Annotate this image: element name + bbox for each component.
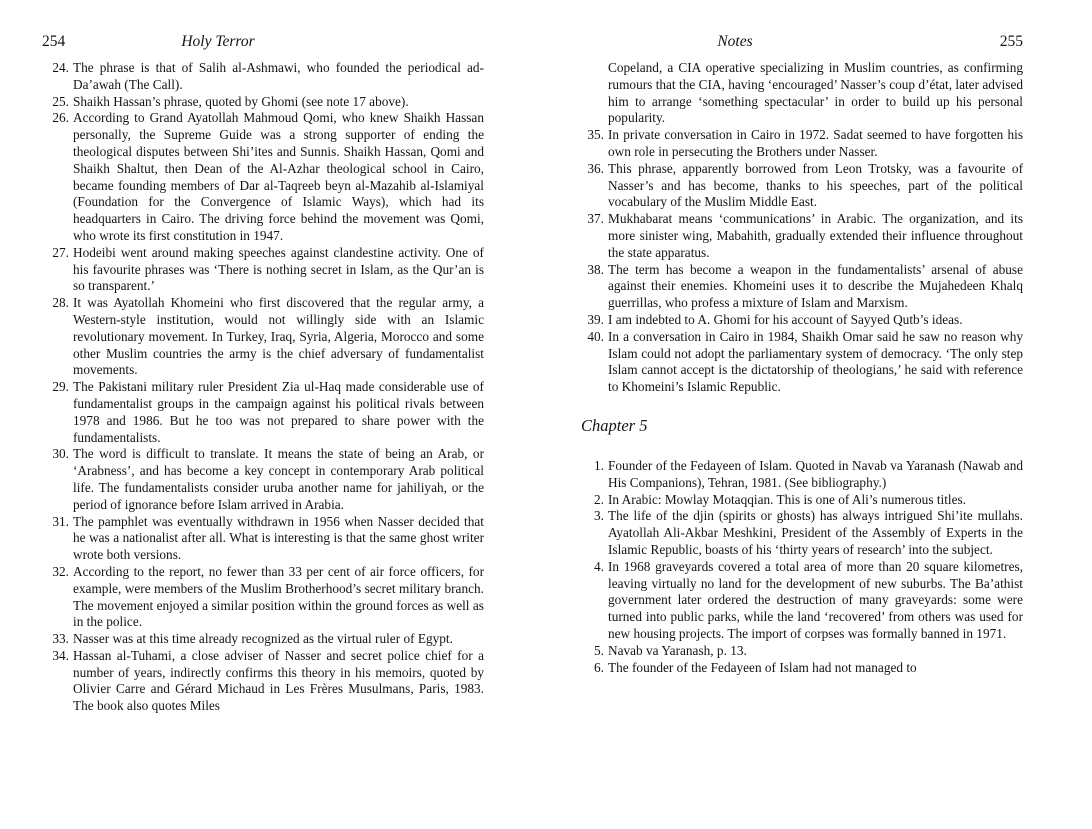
note-item: [42, 60, 484, 94]
note-item: [577, 329, 1023, 396]
note-number: 34.: [52, 647, 69, 663]
note-item: [42, 379, 484, 446]
note-text: According to the report, no fewer than 33 per cent of air force officers, for example, were members of the Muslim Brotherhood’s secret military branch. The movement enjoyed a similar position within the ground forces as well as in the police.: [73, 563, 484, 630]
chapter-heading: Chapter 5: [581, 415, 648, 435]
note-number: 2.: [594, 491, 604, 507]
note-text: The pamphlet was eventually withdrawn in 1956 when Nasser decided that he was a nationalist after all. What is interesting is that the same ghost writer wrote both versions.: [73, 513, 484, 563]
note-item: [577, 660, 1023, 677]
note-text: The phrase is that of Salih al-Ashmawi, who founded the periodical ad-Da’awah (The Call).: [73, 60, 484, 92]
right-running-head: Notes: [717, 33, 753, 50]
note-item: [577, 643, 1023, 660]
note-number: 24.: [52, 60, 69, 75]
note-item: [42, 564, 484, 631]
note-number: 25.: [52, 93, 69, 109]
note-text: Nasser was at this time already recognized as the virtual ruler of Egypt.: [73, 631, 453, 647]
note-number: 26.: [52, 110, 69, 126]
note-number: 28.: [52, 295, 69, 311]
left-page-number: 254: [42, 33, 66, 50]
note-item: [42, 110, 484, 244]
note-item: [42, 514, 484, 564]
note-item: [42, 648, 484, 715]
note-text: The word is difficult to translate. It means the state of being an Arab, or ‘Arabness’, and has become a key concept in contemporary Arab political life. The fundamentalists consider uruba another name for jahiliyah, or the period of ignorance before Islam arrived in Arabia.: [73, 446, 484, 512]
note-item: [42, 631, 484, 648]
note-number: 30.: [52, 446, 69, 462]
note-item: [577, 458, 1023, 492]
note-number: 37.: [587, 211, 604, 227]
note-item: [42, 245, 484, 295]
note-text: This phrase, apparently borrowed from Leon Trotsky, was a favourite of Nasser’s and has become, thanks to his speeches, part of the political vocabulary of the Muslim Middle East.: [608, 160, 1023, 210]
note-number: 40.: [587, 328, 604, 344]
note-item: [577, 492, 1023, 509]
note-text: Navab va Yaranash, p. 13.: [608, 642, 747, 658]
chapter-notes-list: [577, 458, 1023, 676]
note-text: The founder of the Fedayeen of Islam had not managed to: [608, 659, 917, 675]
right-notes-list: [577, 127, 1023, 396]
note-number: 39.: [587, 311, 604, 327]
note-text: In 1968 graveyards covered a total area of more than 20 square kilometres, leaving virtually no land for the development of new suburbs. The Ba’athist government later ordered the destruction of many graveyards: some were turned into public parks, while the land ‘recovered’ from others was used for new housing projects. The import of corpses was formally banned in 1971.: [608, 558, 1023, 641]
note-number: 6.: [594, 659, 604, 675]
note-number: 32.: [52, 563, 69, 579]
left-page-header: [42, 33, 484, 55]
note-item: [577, 262, 1023, 312]
note-text: Founder of the Fedayeen of Islam. Quoted in Navab va Yaranash (Nawab and His Companions), Tehran, 1981. (See bibliography.): [608, 457, 1023, 490]
note-item: [42, 94, 484, 111]
note-item: [577, 211, 1023, 261]
note-number: 5.: [594, 642, 604, 658]
note-number: 35.: [587, 127, 604, 143]
note-text: In private conversation in Cairo in 1972. Sadat seemed to have forgotten his own role in persecuting the Brothers under Nasser.: [608, 127, 1023, 159]
note-item: [42, 446, 484, 513]
right-page-number: 255: [999, 33, 1023, 50]
note-item: [577, 161, 1023, 211]
left-page: [42, 0, 484, 715]
note-text: According to Grand Ayatollah Mahmoud Qomi, who knew Shaikh Hassan personally, the Supreme Guide was a strong supporter of ending the theological disputes between Shi’ites and Sunnis. Shaikh Hassan, Qomi and Shaikh Shaltut, then Dean of the Al-Azhar theological school in Cairo, became founding members of Dar al-Taqreeb beyn al-Mazahib al-Islamiyal (Foundation for the Convergence of Islamic Ways), which had its headquarters in Cairo. The driving force behind the movement was Qomi, who wrote its first constitution in 1947.: [73, 110, 484, 243]
note-continuation: Copeland, a CIA operative specializing in Muslim countries, as confirming rumours that the CIA, having ‘encouraged’ Nasser’s coup d’état, later advised him to arrange ‘something spectacular’ in order to build up his personal popularity.: [608, 60, 1023, 126]
note-number: 3.: [594, 508, 604, 524]
note-item: [577, 127, 1023, 161]
note-item: [577, 312, 1023, 329]
note-item: [42, 295, 484, 379]
left-running-head: Holy Terror: [181, 33, 255, 50]
note-text: In Arabic: Mowlay Motaqqian. This is one of Ali’s numerous titles.: [608, 491, 966, 507]
note-text: The life of the djin (spirits or ghosts) has always intrigued Shi’ite mullahs. Ayatollah Ali-Akbar Meshkini, President of the Assembly of Experts in the Islamic Republic, boasts of his ‘thirty years of research’ into the subject.: [608, 508, 1023, 557]
note-text: Hodeibi went around making speeches against clandestine activity. One of his favourite phrases was ‘There is nothing secret in Islam, as the Qur’an is so transparent.’: [73, 244, 484, 294]
note-text: It was Ayatollah Khomeini who first discovered that the regular army, a Western-style institution, would not willingly side with an Islamic revolutionary movement. In Turkey, Iraq, Syria, Algeria, Morocco and some other Muslim countries the army is the chief adversary of fundamentalist movements.: [73, 295, 484, 378]
left-notes-list: [42, 60, 484, 715]
note-number: 31.: [52, 513, 69, 529]
note-text: Shaikh Hassan’s phrase, quoted by Ghomi (see note 17 above).: [73, 93, 409, 109]
note-number: 4.: [594, 558, 604, 574]
note-text: Mukhabarat means ‘communications’ in Arabic. The organization, and its more sinister wing, Mabahith, gradually extended their influence throughout the state apparatus.: [608, 211, 1023, 260]
note-text: The term has become a weapon in the fundamentalists’ arsenal of abuse against their enemies. Khomeini uses it to describe the Mujahedeen Khalq guerrillas, who profess a mixture of Islam and Marxism.: [608, 261, 1023, 311]
note-text: Hassan al-Tuhami, a close adviser of Nasser and secret police chief for a number of years, indirectly confirms this theory in his memoirs, quoted by Olivier Carre and Gérard Michaud in Les Frères Musulmans, Paris, 1983. The book also quotes Miles: [73, 647, 484, 714]
note-number: 38.: [587, 261, 604, 277]
note-text: The Pakistani military ruler President Zia ul-Haq made considerable use of fundamentalist groups in the campaign against his political rivals between 1978 and 1986. But he too was not prepared to share power with the fundamentalists.: [73, 379, 484, 445]
right-page-header: [577, 33, 1023, 55]
note-number: 36.: [587, 160, 604, 176]
note-item: [577, 508, 1023, 558]
note-text: In a conversation in Cairo in 1984, Shaikh Omar said he saw no reason why Islam could not adopt the parliamentary system of democracy. ‘The only step Islam cannot accept is the dictatorship of theologians,’ he said with reference to Khomeini’s Islamic Republic.: [608, 328, 1023, 395]
note-item: [577, 559, 1023, 643]
note-number: 33.: [52, 631, 69, 647]
note-number: 1.: [594, 457, 604, 473]
note-number: 27.: [52, 244, 69, 260]
right-page: [577, 0, 1023, 676]
note-text: I am indebted to A. Ghomi for his account of Sayyed Qutb’s ideas.: [608, 311, 963, 327]
note-number: 29.: [52, 379, 69, 395]
